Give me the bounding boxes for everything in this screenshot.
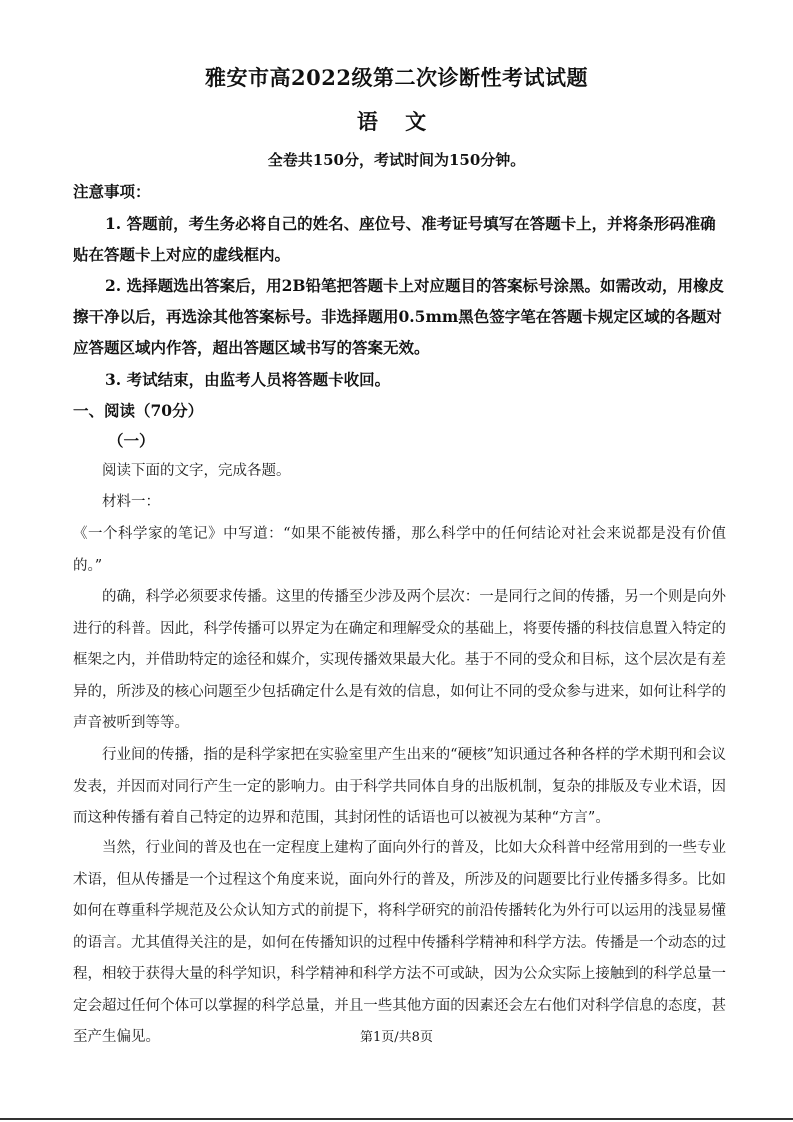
subsection-heading: （一） — [108, 431, 155, 450]
paragraph: 《一个科学家的笔记》中写道：“如果不能被传播，那么科学中的任何结论对社会来说都是没有价值的。” — [73, 526, 726, 574]
note-item: 2. 选择题选出答案后，用2B铅笔把答题卡上对应题目的答案标号涂黑。如需改动，用橡皮擦干净以后，再选涂其他答案标号。非选择题用0.5mm黑色签字笔在答题卡规定区域的各题对应答题区域内作答，超出答题区域书写的答案无效。 — [73, 276, 724, 357]
note-item: 1. 答题前，考生务必将自己的姓名、座位号、准考证号填写在答题卡上，并将条形码准确贴在答题卡上对应的虚线框内。 — [73, 214, 716, 264]
paragraph: 的确，科学必须要求传播。这里的传播至少涉及两个层次：一是同行之间的传播，另一个则是向外进行的科普。因此，科学传播可以界定为在确定和理解受众的基础上，将要传播的科技信息置入特定的框架之内，并借助特定的途径和媒介，实现传播效果最大化。基于不同的受众和目标，这个层次是有差异的，所涉及的核心问题至少包括确定什么是有效的信息，如何让不同的受众参与进来，如何让科学的声音被听到等等。 — [73, 589, 726, 731]
exam-duration: 全卷共150分，考试时间为150分钟。 — [267, 151, 526, 169]
paragraph: 当然，行业间的普及也在一定程度上建构了面向外行的普及，比如大众科普中经常用到的一些专业术语，但从传播是一个过程这个角度来说，面向外行的普及，所涉及的问题要比行业传播多得多。比如如何在尊重科学规范及公众认知方式的前提下，将科学研究的前沿传播转化为外行可以运用的浅显易懂的语言。尤其值得关注的是，如何在传播知识的过程中传播科学精神和科学方法。传播是一个动态的过程，相较于获得大量的科学知识，科学精神和科学方法不可或缺，因为公众实际上接触到的科学总量一定会超过任何个体可以掌握的科学总量，并且一些其他方面的因素还会左右他们对科学信息的态度，甚至产生偏见。 — [73, 840, 726, 1045]
material-label: 材料一： — [102, 494, 160, 510]
section-heading: 一、阅读（70分） — [73, 401, 204, 420]
notes-heading: 注意事项： — [73, 182, 151, 201]
exam-title: 雅安市高2022级第二次诊断性考试试题 — [205, 65, 588, 90]
reading-instruction: 阅读下面的文字，完成各题。 — [102, 463, 291, 479]
paragraph: 行业间的传播，指的是科学家把在实验室里产生出来的“硬核”知识通过各种各样的学术期刊和会议发表，并因而对同行产生一定的影响力。由于科学共同体自身的出版机制，复杂的排版及专业术语，因而这种传播有着自己特定的边界和范围，其封闭性的话语也可以被视为某种“方言”。 — [73, 747, 726, 826]
subject-title: 语 文 — [356, 109, 437, 134]
note-item: 3. 考试结束，由监考人员将答题卡收回。 — [105, 370, 391, 389]
page-number: 第1页/共8页 — [360, 1030, 433, 1045]
bottom-divider — [0, 1118, 793, 1120]
